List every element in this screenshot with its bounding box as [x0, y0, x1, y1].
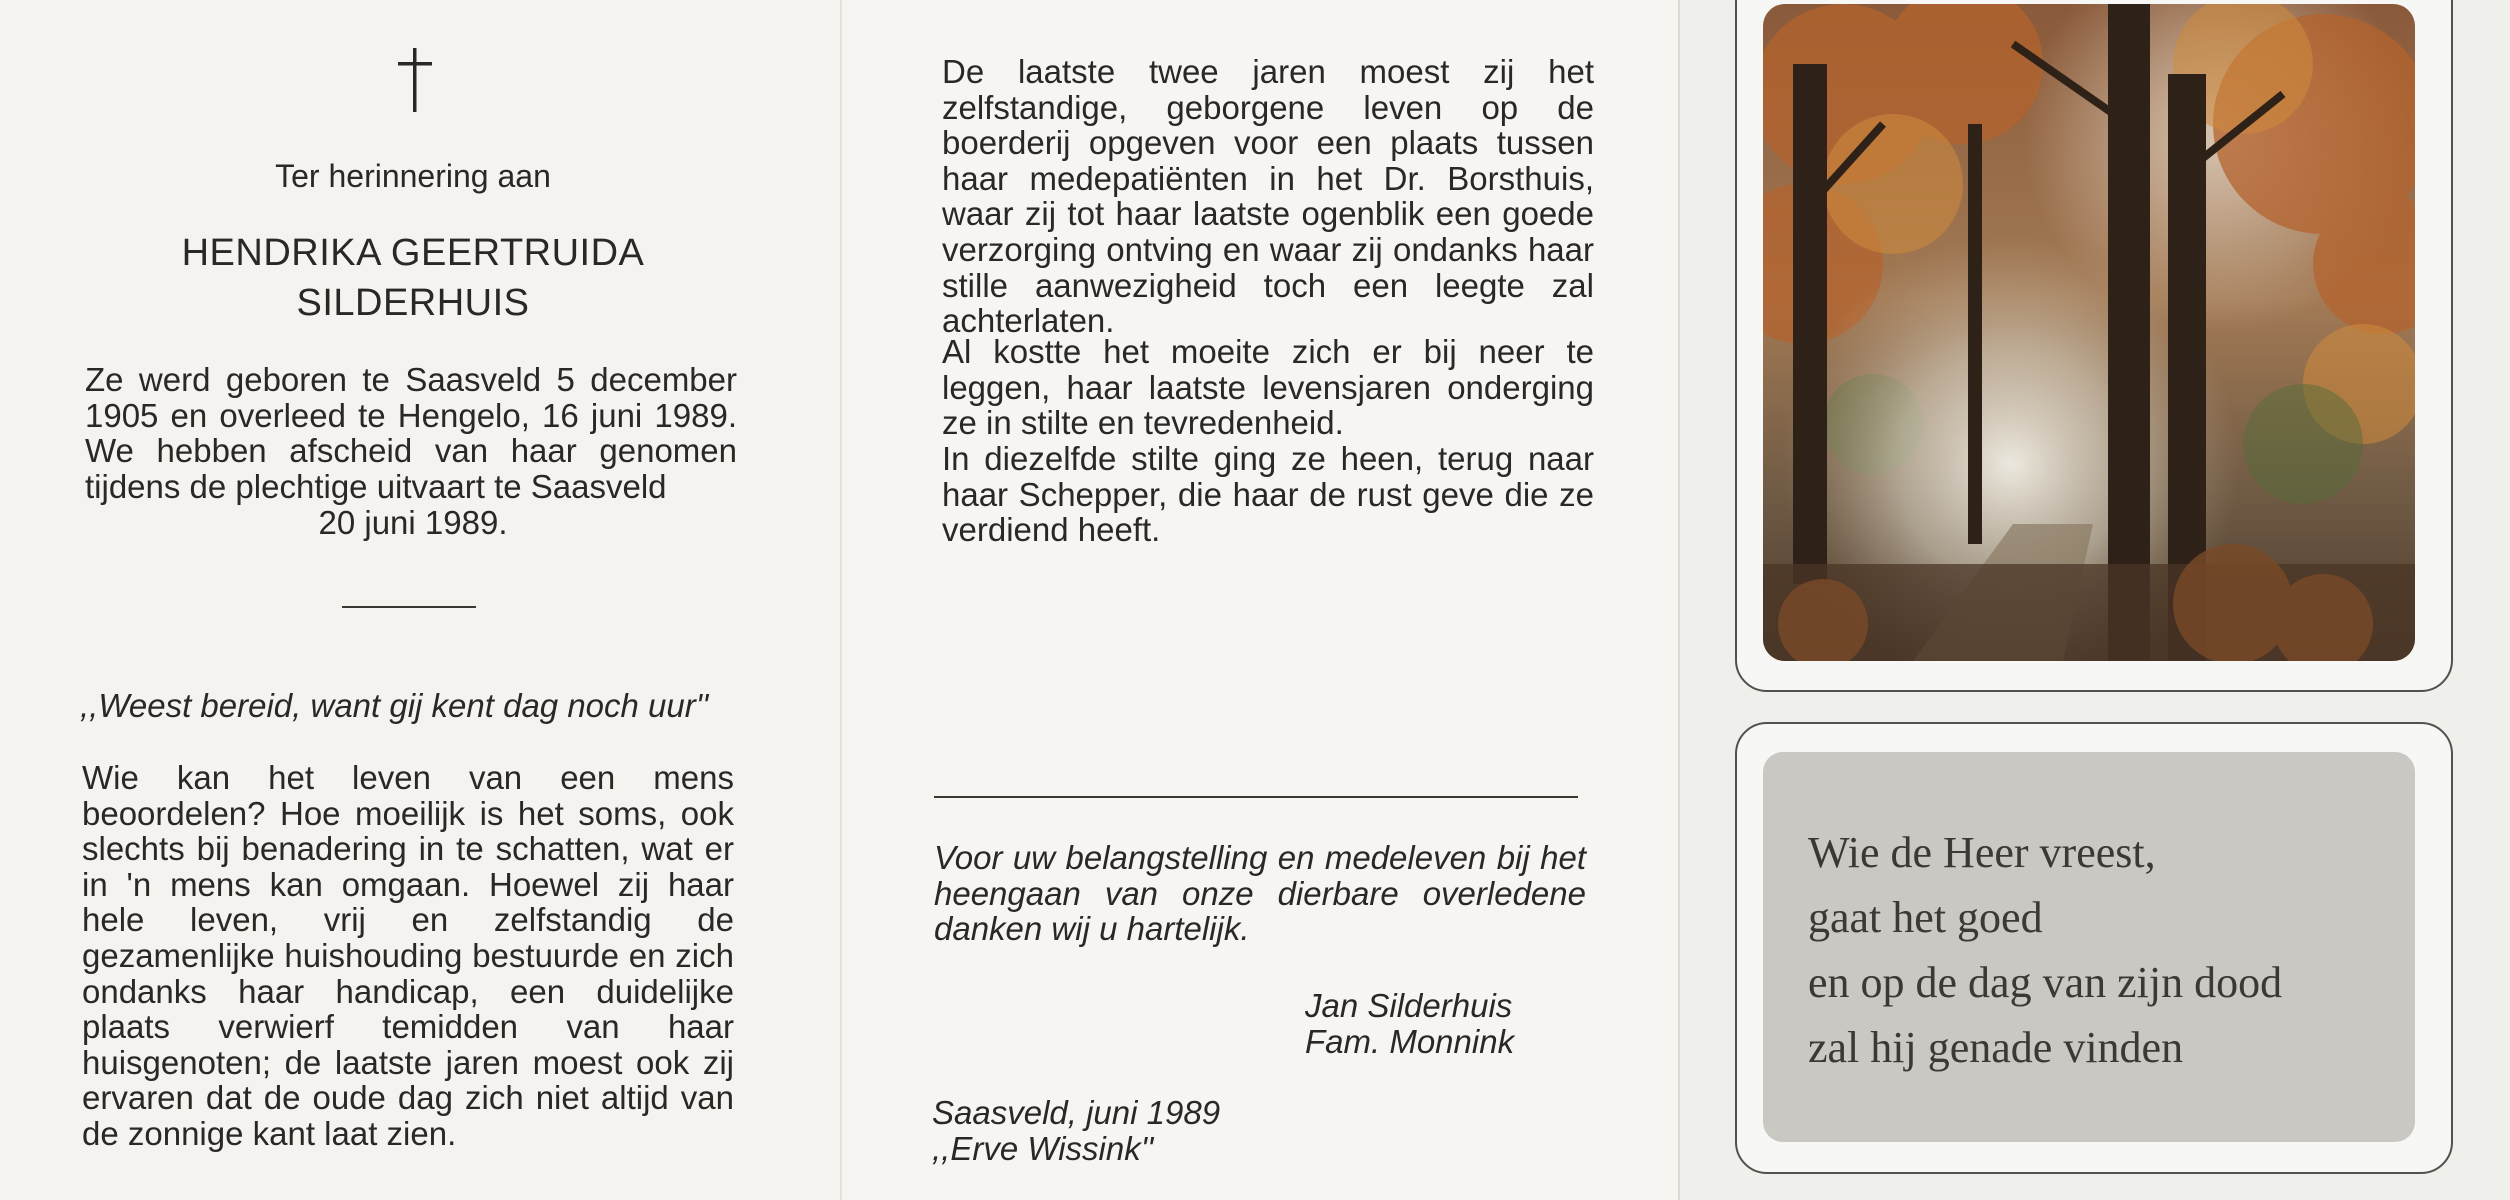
name-line-2: SILDERHUIS [296, 282, 530, 324]
place-date [932, 1095, 1332, 1166]
farm-name: ,,Erve Wissink'' [932, 1129, 1154, 1167]
middle-panel [840, 0, 1678, 1200]
signer: Fam. Monnink [1305, 1022, 1515, 1060]
autumn-forest-photo [1763, 4, 2415, 661]
signer: Jan Silderhuis [1305, 987, 1513, 1024]
divider [934, 796, 1578, 798]
life-text: Wie kan het leven van een mens beoordelen? Hoe moeilijk is het soms, ook slechts bij benadering in te schatten, wat er in 'n mens kan omgaan. Hoewel zij haar hele leven, vrij en zelfstandig de gezamenlijke huishouding bestuurde en zich ondanks haar handicap, een duidelijke plaats verwierf temidden van haar huisgenoten; de laatste jaren moest ook zij ervaren dat de oude dag zich niet altijd van de zonnige kant laat zien. [82, 759, 734, 1152]
verse-line: en op de dag van zijn dood [1808, 958, 2283, 1007]
deceased-name [0, 228, 826, 328]
verse-line: Wie de Heer vreest, [1808, 828, 2156, 877]
signatories [1305, 988, 1605, 1059]
remembrance-heading: Ter herinnering aan [275, 158, 551, 194]
thanks-text: Voor uw belangstelling en medeleven bij het heengaan van onze dierbare overledene danken wij u hartelijk. [934, 839, 1586, 948]
bible-verse [1808, 820, 2408, 1080]
divider [342, 606, 476, 608]
paragraph-rest: In diezelfde stilte ging ze heen, terug naar haar Schepper, die haar de rust geve die ze verdiend heeft. [942, 440, 1594, 549]
name-line-1: HENDRIKA GEERTRUIDA [181, 232, 645, 274]
cross-icon [390, 48, 440, 112]
burial-date: 20 juni 1989. [318, 504, 508, 541]
left-panel [0, 0, 840, 1200]
paragraph-care-home: De laatste twee jaren moest zij het zelfstandige, geborgene leven op de boerderij opgeven voor een plaats tussen haar medepatiënten in het Dr. Borsthuis, waar zij tot haar laatste ogenblik een goede verzorging ontving en waar zij ondanks haar stille aanwezigheid toch een leegte zal achterlaten. [942, 53, 1594, 340]
paragraph-acceptance: Al kostte het moeite zich er bij neer te leggen, haar laatste levensjaren onderging ze in stilte en tevredenheid. [942, 333, 1594, 442]
forest-image [1763, 4, 2415, 661]
verse-box [1763, 752, 2415, 1142]
motto-quote: ,,Weest bereid, want gij kent dag noch uur'' [80, 687, 709, 724]
place-date-line: Saasveld, juni 1989 [932, 1094, 1221, 1131]
verse-line: zal hij genade vinden [1808, 1023, 2184, 1072]
birth-death-text: Ze werd geboren te Saasveld 5 december 1905 en overleed te Hengelo, 16 juni 1989. We hebben afscheid van haar genomen tijdens de plechtige uitvaart te Saasveld [85, 361, 737, 505]
verse-line: gaat het goed [1808, 893, 2043, 942]
